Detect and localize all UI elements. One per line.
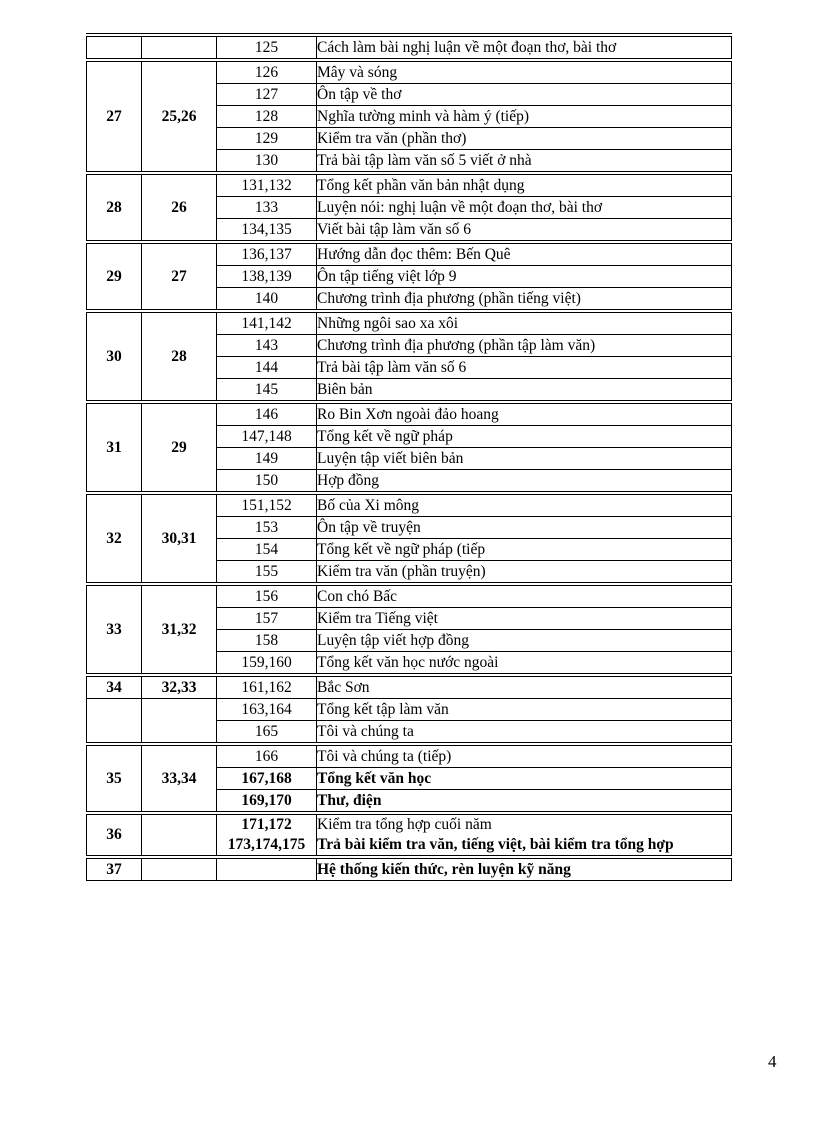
title-cell: Trả bài tập làm văn số 6 — [317, 357, 732, 379]
title-cell: Những ngôi sao xa xôi — [317, 311, 732, 335]
title-line: Trả bài kiểm tra văn, tiếng việt, bài kiểm tra tổng hợp — [317, 836, 674, 853]
title-cell: Cách làm bài nghị luận về một đoạn thơ, bài thơ — [317, 35, 732, 60]
period-cell: 131,132 — [217, 173, 317, 197]
title-cell: Ôn tập về thơ — [317, 84, 732, 106]
title-cell: Tổng kết về ngữ pháp — [317, 426, 732, 448]
period-cell: 125 — [217, 35, 317, 60]
title-cell: Kiểm tra văn (phần thơ) — [317, 128, 732, 150]
title-cell: Viết bài tập làm văn số 6 — [317, 219, 732, 243]
title-cell: Luyện tập viết biên bản — [317, 448, 732, 470]
title-cell: Tôi và chúng ta — [317, 721, 732, 745]
table-row — [87, 173, 732, 197]
week-cell: 34 — [87, 675, 142, 699]
period-cell: 159,160 — [217, 652, 317, 676]
period-cell: 149 — [217, 448, 317, 470]
table-row — [87, 857, 732, 881]
week-cell: 37 — [87, 857, 142, 881]
lesson-plan-table — [86, 33, 732, 881]
period-cell: 156 — [217, 584, 317, 608]
period-cell: 166 — [217, 744, 317, 768]
title-cell: Tổng kết tập làm văn — [317, 699, 732, 721]
table-row — [87, 242, 732, 266]
week-cell: 31 — [87, 402, 142, 493]
table-row — [87, 744, 732, 768]
period-cell: 153 — [217, 517, 317, 539]
period-cell: 133 — [217, 197, 317, 219]
table-row — [87, 60, 732, 84]
period-cell: 143 — [217, 335, 317, 357]
week-cell: 30 — [87, 311, 142, 402]
title-cell: Bố của Xi mông — [317, 493, 732, 517]
period-line: 171,172 — [241, 816, 292, 833]
table-row — [87, 35, 732, 60]
title-cell: Con chó Bấc — [317, 584, 732, 608]
period-cell: 169,170 — [217, 790, 317, 814]
title-cell: Tổng kết văn học nước ngoài — [317, 652, 732, 676]
period-cell: 141,142 — [217, 311, 317, 335]
title-cell: Ro Bin Xơn ngoài đảo hoang — [317, 402, 732, 426]
period-cell: 161,162 — [217, 675, 317, 699]
title-cell: Chương trình địa phương (phần tập làm văn) — [317, 335, 732, 357]
lesson-cell: 26 — [142, 173, 217, 242]
week-cell: 33 — [87, 584, 142, 675]
table-row — [87, 311, 732, 335]
page-number: 4 — [768, 1052, 777, 1071]
title-cell: Tôi và chúng ta (tiếp) — [317, 744, 732, 768]
period-cell: 158 — [217, 630, 317, 652]
title-cell: Luyện tập viết hợp đồng — [317, 630, 732, 652]
period-cell: 147,148 — [217, 426, 317, 448]
lesson-cell: 33,34 — [142, 744, 217, 813]
period-cell: 126 — [217, 60, 317, 84]
title-cell: Thư, điện — [317, 790, 732, 814]
period-cell: 155 — [217, 561, 317, 585]
week-cell: 29 — [87, 242, 142, 311]
lesson-cell: 30,31 — [142, 493, 217, 584]
title-cell: Tổng kết phần văn bản nhật dụng — [317, 173, 732, 197]
title-cell — [317, 813, 732, 857]
table-row — [87, 402, 732, 426]
title-cell: Nghĩa tường minh và hàm ý (tiếp) — [317, 106, 732, 128]
table-row — [87, 675, 732, 699]
period-cell: 144 — [217, 357, 317, 379]
lesson-cell: 32,33 — [142, 675, 217, 699]
lesson-cell — [142, 813, 217, 857]
period-cell: 165 — [217, 721, 317, 745]
title-cell: Kiểm tra Tiếng việt — [317, 608, 732, 630]
week-cell — [87, 35, 142, 60]
lesson-cell: 27 — [142, 242, 217, 311]
title-cell: Mây và sóng — [317, 60, 732, 84]
period-cell: 130 — [217, 150, 317, 174]
period-cell: 127 — [217, 84, 317, 106]
period-cell: 138,139 — [217, 266, 317, 288]
title-cell: Ôn tập tiếng việt lớp 9 — [317, 266, 732, 288]
title-cell: Hệ thống kiến thức, rèn luyện kỹ năng — [317, 857, 732, 881]
period-cell: 154 — [217, 539, 317, 561]
title-cell: Ôn tập về truyện — [317, 517, 732, 539]
title-cell: Hợp đồng — [317, 470, 732, 494]
title-cell: Hướng dẫn đọc thêm: Bến Quê — [317, 242, 732, 266]
period-cell: 150 — [217, 470, 317, 494]
empty-lesson-cell — [142, 699, 217, 745]
week-cell: 27 — [87, 60, 142, 173]
period-cell: 129 — [217, 128, 317, 150]
period-cell: 145 — [217, 379, 317, 403]
period-cell: 134,135 — [217, 219, 317, 243]
table-row — [87, 699, 732, 721]
lesson-cell: 25,26 — [142, 60, 217, 173]
table-row — [87, 584, 732, 608]
table-row — [87, 813, 732, 857]
period-cell: 167,168 — [217, 768, 317, 790]
week-cell: 28 — [87, 173, 142, 242]
title-cell: Bắc Sơn — [317, 675, 732, 699]
empty-week-cell — [87, 699, 142, 745]
period-cell — [217, 857, 317, 881]
lesson-cell: 31,32 — [142, 584, 217, 675]
week-cell: 36 — [87, 813, 142, 857]
period-cell — [217, 813, 317, 857]
period-cell: 140 — [217, 288, 317, 312]
title-cell: Biên bản — [317, 379, 732, 403]
period-cell: 157 — [217, 608, 317, 630]
week-cell: 35 — [87, 744, 142, 813]
period-cell: 163,164 — [217, 699, 317, 721]
title-cell: Tổng kết văn học — [317, 768, 732, 790]
lesson-cell: 29 — [142, 402, 217, 493]
period-line: 173,174,175 — [227, 836, 306, 853]
title-cell: Chương trình địa phương (phần tiếng việt) — [317, 288, 732, 312]
title-cell: Kiểm tra văn (phần truyện) — [317, 561, 732, 585]
lesson-cell — [142, 857, 217, 881]
period-cell: 128 — [217, 106, 317, 128]
table-row — [87, 493, 732, 517]
title-line: Kiểm tra tổng hợp cuối năm — [317, 816, 492, 833]
lesson-cell — [142, 35, 217, 60]
title-cell: Tổng kết về ngữ pháp (tiếp — [317, 539, 732, 561]
week-cell: 32 — [87, 493, 142, 584]
lesson-cell: 28 — [142, 311, 217, 402]
period-cell: 151,152 — [217, 493, 317, 517]
period-cell: 136,137 — [217, 242, 317, 266]
title-cell: Trả bài tập làm văn số 5 viết ở nhà — [317, 150, 732, 174]
title-cell: Luyện nói: nghị luận về một đoạn thơ, bài thơ — [317, 197, 732, 219]
period-cell: 146 — [217, 402, 317, 426]
